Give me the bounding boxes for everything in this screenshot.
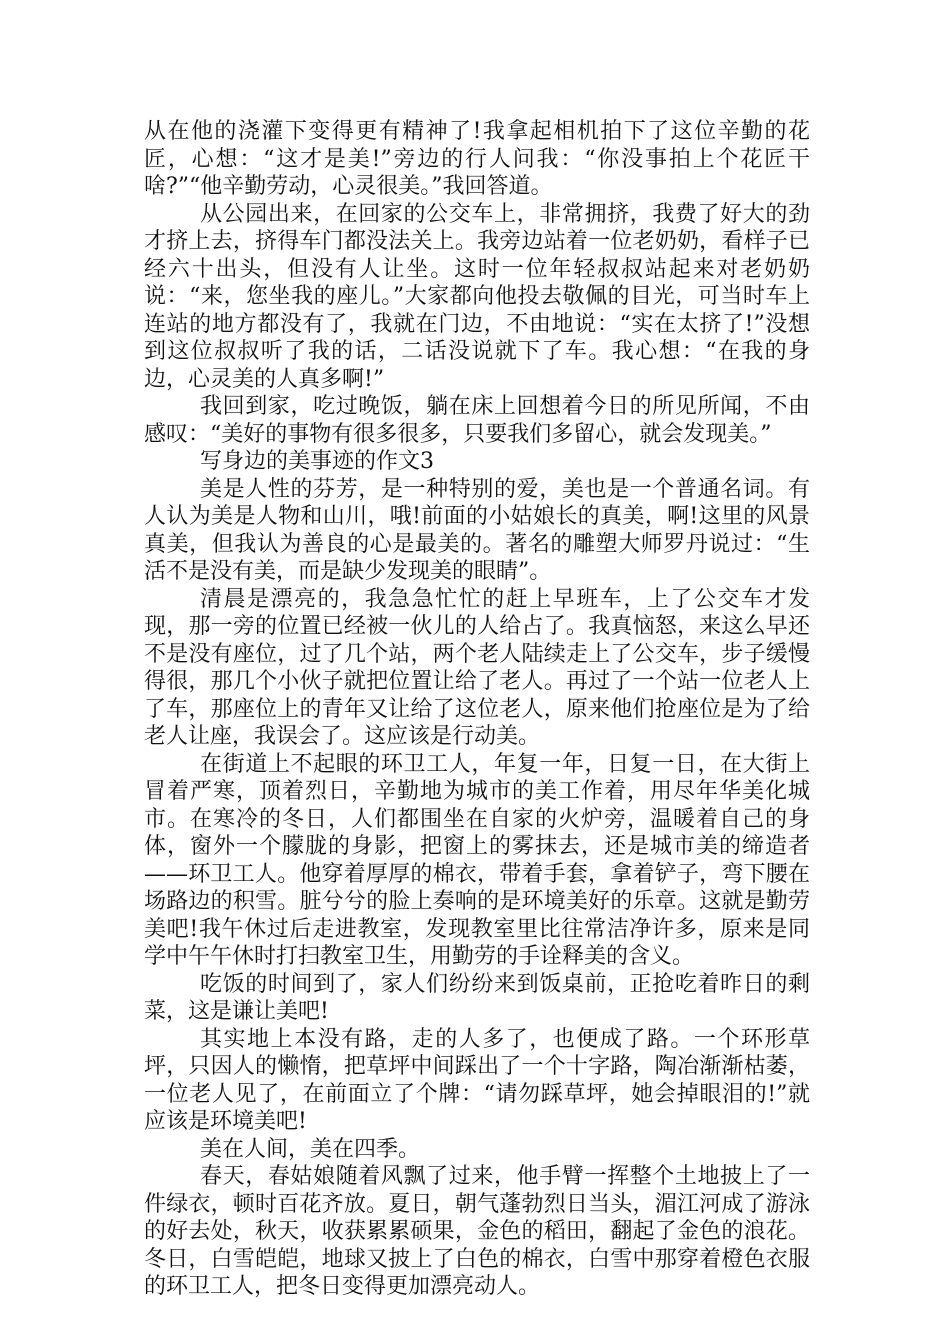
- paragraph: 从在他的浇灌下变得更有精神了!我拿起相机拍下了这位辛勤的花匠，心想：“这才是美!”旁边的行人问我：“你没事拍上个花匠干啥?”“他辛勤劳动，心灵很美。”我回答道。: [144, 119, 810, 199]
- paragraph: 清晨是漂亮的，我急急忙忙的赶上早班车，上了公交车才发现，那一旁的位置已经被一伙儿的人给占了。我真恼怒，来这么早还不是没有座位，过了几个站，两个老人陆续走上了公交车，步子缓慢得很，那几个小伙子就把位置让给了老人。再过了一个站一位老人上了车，那座位上的青年又让给了这位老人，原来他们抢座位是为了给老人让座，我误会了。这应该是行动美。: [144, 586, 810, 749]
- document-body: [144, 118, 810, 1301]
- paragraph: 我回到家，吃过晚饭，躺在床上回想着今日的所见所闻，不由感叹：“美好的事物有很多很多，只要我们多留心，就会发现美。”: [144, 394, 810, 447]
- paragraph: 美是人性的芬芳，是一种特别的爱，美也是一个普通名词。有人认为美是人物和山川，哦!前面的小姑娘长的真美，啊!这里的风景真美，但我认为善良的心是最美的。著名的雕塑大师罗丹说过：“生活不是没有美，而是缺少发现美的眼睛”。: [144, 476, 810, 584]
- paragraph: 美在人间，美在四季。: [200, 1136, 421, 1162]
- paragraph: 从公园出来，在回家的公交车上，非常拥挤，我费了好大的劲才挤上去，挤得车门都没法关上。我旁边站着一位老奶奶，看样子已经六十出头，但没有人让坐。这时一位年轻叔叔站起来对老奶奶说：“来，您坐我的座儿。”大家都向他投去敬佩的目光，可当时车上连站的地方都没有了，我就在门边，不由地说：“实在太挤了!”没想到这位叔叔听了我的话，二话没说就下了车。我心想：“在我的身边，心灵美的人真多啊!”: [144, 201, 810, 392]
- paragraph: 在街道上不起眼的环卫工人，年复一年，日复一日，在大街上冒着严寒，顶着烈日，辛勤地为城市的美工作着，用尽年华美化城市。在寒冷的冬日，人们都围坐在自家的火炉旁，温暖着自己的身体，窗外一个朦胧的身影，把窗上的雾抹去，还是城市美的缔造者——环卫工人。他穿着厚厚的棉衣，带着手套，拿着铲子，弯下腰在场路边的积雪。脏兮兮的脸上奏响的是环境美好的乐章。这就是勤劳美吧!我午休过后走进教室，发现教室里比往常洁净许多，原来是同学中午午休时打扫教室卫生，用勤劳的手诠释美的含义。: [144, 751, 810, 969]
- section-heading: 写身边的美事迹的作文3: [200, 449, 434, 474]
- paragraph: 其实地上本没有路，走的人多了，也便成了路。一个环形草坪，只因人的懒惰，把草坪中间踩出了一个十字路，陶冶渐渐枯萎，一位老人见了，在前面立了个牌：“请勿踩草坪，她会掉眼泪的!”就应该是环境美吧!: [144, 1026, 810, 1134]
- paragraph: 春天，春姑娘随着风飘了过来，他手臂一挥整个土地披上了一件绿衣，顿时百花齐放。夏日，朝气蓬勃烈日当头，湄江河成了游泳的好去处，秋天，收获累累硕果，金色的稻田，翻起了金色的浪花。冬日，白雪皑皑，地球又披上了白色的棉衣，白雪中那穿着橙色衣服的环卫工人，把冬日变得更加漂亮动人。: [144, 1164, 810, 1299]
- paragraph: 吃饭的时间到了，家人们纷纷来到饭桌前，正抢吃着昨日的剩菜，这是谦让美吧!: [144, 971, 810, 1024]
